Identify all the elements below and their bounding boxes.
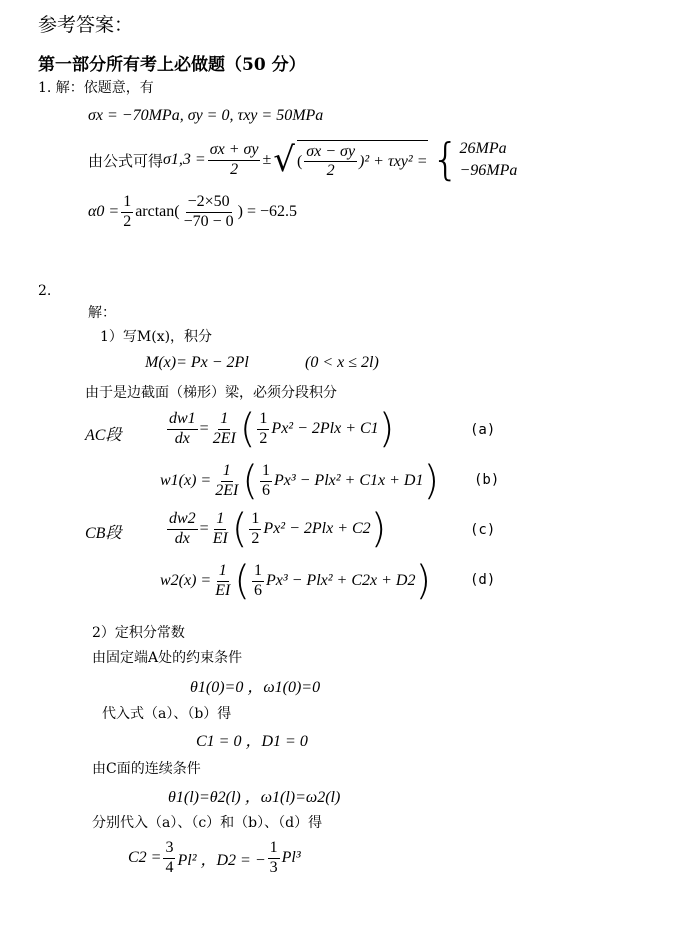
c2-lhs: C2 =: [128, 849, 162, 866]
frac-denominator: 2: [123, 212, 132, 230]
substitute-note: 代入式（a）、（b）得: [102, 706, 232, 722]
frac-denominator: EI: [215, 581, 231, 599]
paren-open-icon: (: [234, 558, 250, 604]
formula-prefix: 由公式可得: [88, 151, 164, 170]
stiffness-fraction: [211, 510, 230, 548]
frac-numerator: 1: [218, 410, 230, 429]
fixed-end-note: 由固定端A处的约束条件: [92, 650, 243, 666]
q2-number: 2.: [38, 283, 52, 299]
d2-tail: Pl³: [281, 849, 301, 866]
c2-tail: Pl² ，D2 = −: [177, 851, 266, 869]
frac-denominator: 2EI: [212, 429, 236, 447]
section-heading: 第一部分所有考上必做题（50 分）: [38, 55, 306, 75]
stiffness-fraction: [213, 562, 232, 600]
slope-fraction: [167, 410, 198, 448]
cb-label: CB段: [85, 525, 122, 542]
frac-numerator: 1: [252, 562, 264, 581]
left-brace-icon: {: [431, 134, 460, 185]
q1-given: σx = −70MPa, σy = 0, τxy = 50MPa: [88, 107, 324, 124]
eq-b-body: Px³ − Plx² + C1x + D1: [273, 472, 424, 489]
frac-denominator: 2: [251, 529, 260, 547]
frac-denominator: EI: [212, 529, 228, 547]
frac-numerator: 1: [249, 510, 261, 529]
frac-numerator: σx − σy: [304, 143, 357, 162]
eq-c: $\frac{dw2}{dx}$ = $\frac{1}{EI}$ ( $\frac{1}{2}$ Px² − 2Plx + C2 ): [169, 506, 387, 552]
answer-heading: 参考答案：: [38, 14, 134, 36]
continuity-conditions: θ1(l)=θ2(l) ，ω1(l)=ω2(l): [168, 789, 341, 806]
frac-numerator: 3: [163, 839, 175, 858]
eq-c-body: Px² − 2Plx + C2: [263, 520, 371, 537]
boundary-conditions: θ1(0)=0 ，ω1(0)=0: [190, 679, 321, 696]
frac-numerator: dw1: [167, 410, 198, 429]
half-fraction: [257, 410, 269, 448]
frac-numerator: 1: [121, 193, 133, 212]
tag-b: (b): [474, 472, 500, 488]
moment-eq: M(x)= Px − 2Pl: [145, 354, 249, 371]
c1-d1-result: C1 = 0 ，D1 = 0: [196, 733, 308, 750]
frac-numerator: σx + σy: [208, 141, 261, 160]
eq-b-lhs: w1(x) =: [160, 472, 212, 489]
c2-d2-result: [128, 836, 301, 880]
result-min: −96MPa: [459, 162, 518, 179]
tag-d: (d): [470, 572, 496, 588]
half-fraction: [249, 510, 261, 548]
segment-note: 由于是边截面（梯形）梁，必须分段积分: [85, 385, 337, 401]
arctan-fraction: [182, 193, 236, 231]
paren-open-icon: (: [242, 458, 258, 504]
tag-a: (a): [470, 422, 496, 438]
d2-fraction: [268, 839, 280, 877]
eq-d: [160, 556, 431, 606]
eq-a-body: Px² − 2Plx + C1: [271, 420, 379, 437]
stiffness-fraction: [213, 462, 240, 500]
alpha-rhs: ) = −62.5: [237, 203, 298, 220]
step1-label: 1）写M(x)，积分: [100, 329, 213, 345]
sqrt-body: ( $\frac{\sigma x - \sigma y}{2}$ )² + τxy² =: [297, 140, 428, 181]
sixth-fraction: [260, 462, 272, 500]
sixth-fraction: [252, 562, 264, 600]
substitute-note-2: 分别代入（a）、（c）和（b）、（d）得: [92, 815, 323, 831]
paren-close-icon: ): [423, 458, 440, 504]
q1-principal-stress: [88, 132, 517, 188]
frac-numerator: 1: [257, 410, 269, 429]
ac-label: AC段: [85, 427, 122, 444]
frac-denominator: 2EI: [215, 481, 239, 499]
continuity-note: 由C面的连续条件: [92, 761, 201, 777]
frac-numerator: 1: [214, 510, 226, 529]
moment-domain: (0 < x ≤ 2l): [305, 354, 379, 371]
frac-numerator: dw2: [167, 510, 198, 529]
c2-fraction: [163, 839, 175, 877]
q1-results: [460, 138, 518, 181]
frac-denominator: 3: [269, 858, 278, 876]
frac-denominator: 4: [165, 858, 174, 876]
q1-label: 1. 解：依题意，有: [38, 80, 154, 96]
step2-label: 2）定积分常数: [92, 625, 185, 641]
paren-open-icon: (: [239, 406, 256, 452]
sqrt-tail: )² + τxy² =: [359, 152, 428, 170]
eq-b: [160, 456, 439, 506]
mean-stress-fraction: [208, 141, 261, 179]
frac-denominator: 2: [259, 429, 268, 447]
frac-denominator: dx: [174, 429, 190, 447]
tag-c: (c): [470, 522, 496, 538]
stiffness-fraction: [211, 410, 238, 448]
frac-denominator: 6: [261, 481, 270, 499]
frac-denominator: 2: [230, 160, 239, 178]
sqrt-icon: √: [273, 140, 295, 180]
frac-numerator: 1: [217, 562, 229, 581]
q2-jie: 解：: [88, 305, 116, 321]
paren-open-icon: (: [231, 506, 248, 552]
frac-numerator: 1: [221, 462, 233, 481]
paren-close-icon: ): [415, 558, 432, 604]
eq-d-body: Px³ − Plx² + C2x + D2: [265, 572, 416, 589]
frac-denominator: 6: [253, 581, 262, 599]
frac-denominator: 2: [326, 162, 335, 179]
frac-numerator: 1: [268, 839, 280, 858]
result-max: 26MPa: [459, 140, 507, 158]
frac-numerator: 1: [260, 462, 272, 481]
frac-numerator: −2×50: [186, 193, 232, 212]
eq-a: $\frac{dw1}{dx}$ = $\frac{1}{2EI}$ ( $\frac{1}{2}$ Px² − 2Plx + C1 ): [169, 406, 395, 452]
paren-close-icon: ): [370, 506, 387, 552]
half-diff-fraction: [304, 143, 357, 181]
alpha-lhs: α0 =: [88, 203, 120, 220]
q1-alpha: [88, 192, 297, 232]
frac-denominator: dx: [174, 529, 190, 547]
sigma13-lhs: σ1,3 =: [163, 151, 206, 168]
half-fraction: [121, 193, 133, 231]
frac-denominator: −70 − 0: [183, 212, 234, 230]
eq-d-lhs: w2(x) =: [160, 572, 212, 589]
paren-close-icon: ): [378, 406, 395, 452]
slope-fraction: [167, 510, 198, 548]
arctan-label: arctan(: [135, 203, 180, 220]
plus-minus: ±: [262, 151, 272, 168]
